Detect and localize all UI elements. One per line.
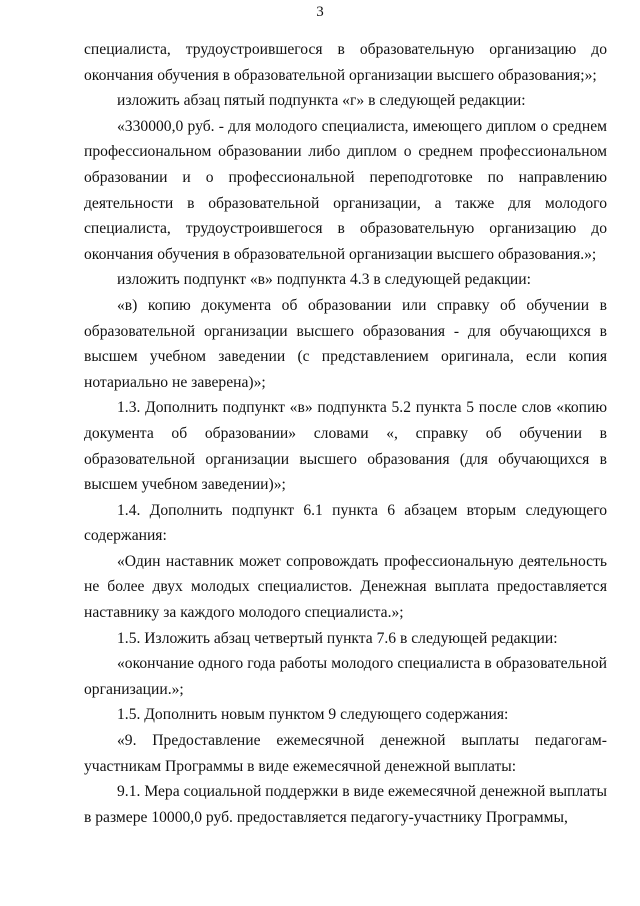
paragraph-continuation: специалиста, трудоустроившегося в образовательную организацию до окончания обучения в образовательной организации высшего образования;»; — [84, 41, 607, 84]
paragraph: 9.1. Мера социальной поддержки в виде ежемесячной денежной выплаты в размере 10000,0 руб. предоставляется педагогу-участнику Программы, — [84, 783, 607, 826]
page-number: 3 — [316, 4, 324, 20]
paragraph: 1.3. Дополнить подпункт «в» подпункта 5.2 пункта 5 после слов «копию документа об образовании» словами «, справку об обучении в образовательной организации высшего образования (для обучающихся в высшем учебном заведении)»; — [84, 399, 607, 494]
paragraph: изложить абзац пятый подпункта «г» в следующей редакции: — [117, 92, 526, 110]
paragraph: «330000,0 руб. - для молодого специалиста, имеющего диплом о среднем профессиональном образовании либо диплом о среднем профессиональном образовании и о профессиональной переподготовке по направлению деятельности в образовательной организации, а также для молодого специалиста, трудоустроившегося в образовательную организацию до окончания обучения в образовательной организации высшего образования.»; — [84, 117, 607, 263]
document-body — [84, 37, 607, 830]
paragraph: 1.4. Дополнить подпункт 6.1 пункта 6 абзацем вторым следующего содержания: — [84, 501, 607, 545]
paragraph: 1.5. Изложить абзац четвертый пункта 7.6 в следующей редакции: — [117, 629, 558, 647]
paragraph: изложить подпункт «в» подпункта 4.3 в следующей редакции: — [117, 271, 531, 289]
paragraph: «9. Предоставление ежемесячной денежной выплаты педагогам-участникам Программы в виде ежемесячной денежной выплаты: — [84, 732, 607, 775]
paragraph: «окончание одного года работы молодого специалиста в образовательной организации.»; — [84, 655, 607, 698]
paragraph: «Один наставник может сопровождать профессиональную деятельность не более двух молодых специалистов. Денежная выплата предоставляется наставнику за каждого молодого специалиста.»; — [84, 552, 607, 622]
paragraph: «в) копию документа об образовании или справку об обучении в образовательной организации высшего образования - для обучающихся в высшем учебном заведении (с представлением оригинала, если копия нотариально не заверена)»; — [84, 296, 607, 391]
paragraph: 1.5. Дополнить новым пунктом 9 следующего содержания: — [117, 706, 509, 724]
